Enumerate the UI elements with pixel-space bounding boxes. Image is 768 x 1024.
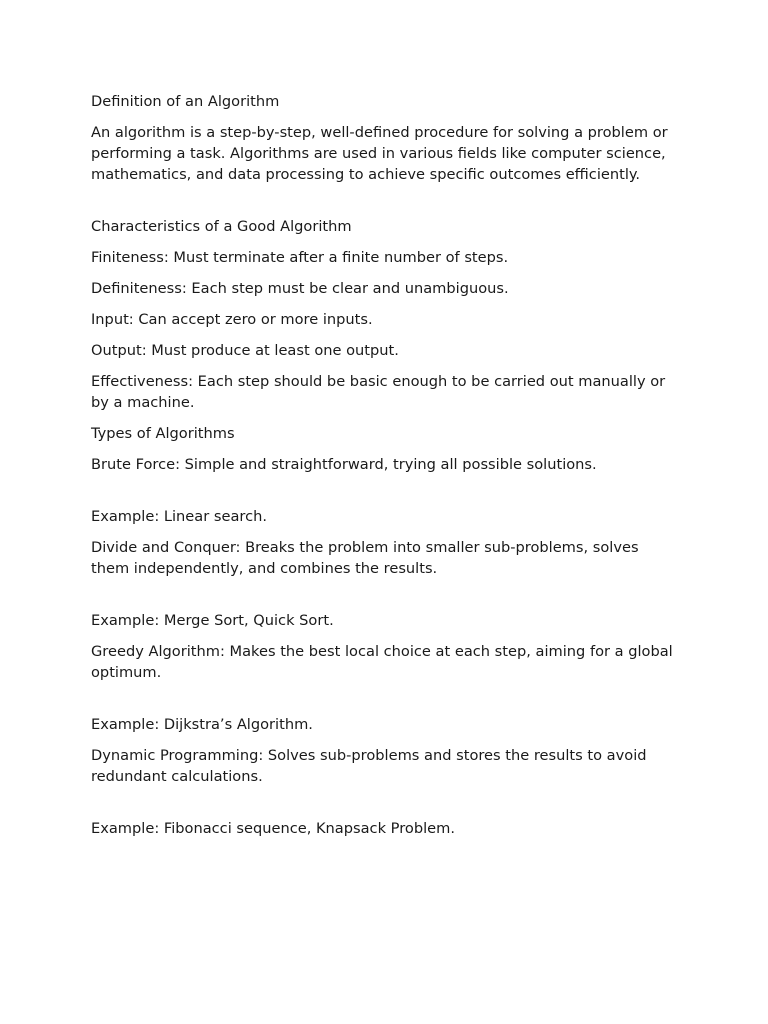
- characteristic-effectiveness: Effectiveness: Each step should be basic enough to be carried out manually or by a machine.: [91, 373, 666, 411]
- characteristic-input: Input: Can accept zero or more inputs.: [91, 311, 373, 328]
- heading-types: Types of Algorithms: [91, 425, 235, 442]
- characteristic-definiteness: Definiteness: Each step must be clear and unambiguous.: [91, 280, 509, 297]
- type-greedy: Greedy Algorithm: Makes the best local choice at each step, aiming for a global optimum.: [91, 643, 673, 681]
- example-brute-force: Example: Linear search.: [91, 508, 267, 525]
- type-dynamic-programming: Dynamic Programming: Solves sub-problems and stores the results to avoid redundant calculations.: [91, 747, 647, 785]
- type-divide-and-conquer: Divide and Conquer: Breaks the problem into smaller sub-problems, solves them independently, and combines the results.: [91, 539, 639, 577]
- heading-characteristics: Characteristics of a Good Algorithm: [91, 218, 352, 235]
- example-greedy: Example: Dijkstra’s Algorithm.: [91, 716, 313, 733]
- heading-definition: Definition of an Algorithm: [91, 93, 280, 110]
- type-brute-force: Brute Force: Simple and straightforward, trying all possible solutions.: [91, 456, 597, 473]
- characteristic-finiteness: Finiteness: Must terminate after a finite number of steps.: [91, 249, 509, 266]
- characteristic-output: Output: Must produce at least one output.: [91, 342, 399, 359]
- document-body: [91, 91, 681, 849]
- example-dynamic-programming: Example: Fibonacci sequence, Knapsack Problem.: [91, 820, 455, 837]
- example-divide-and-conquer: Example: Merge Sort, Quick Sort.: [91, 612, 334, 629]
- definition-paragraph: An algorithm is a step-by-step, well-defined procedure for solving a problem or performing a task. Algorithms are used in various fields like computer science, mathematics, and data processing to achieve specific outcomes efficiently.: [91, 124, 668, 183]
